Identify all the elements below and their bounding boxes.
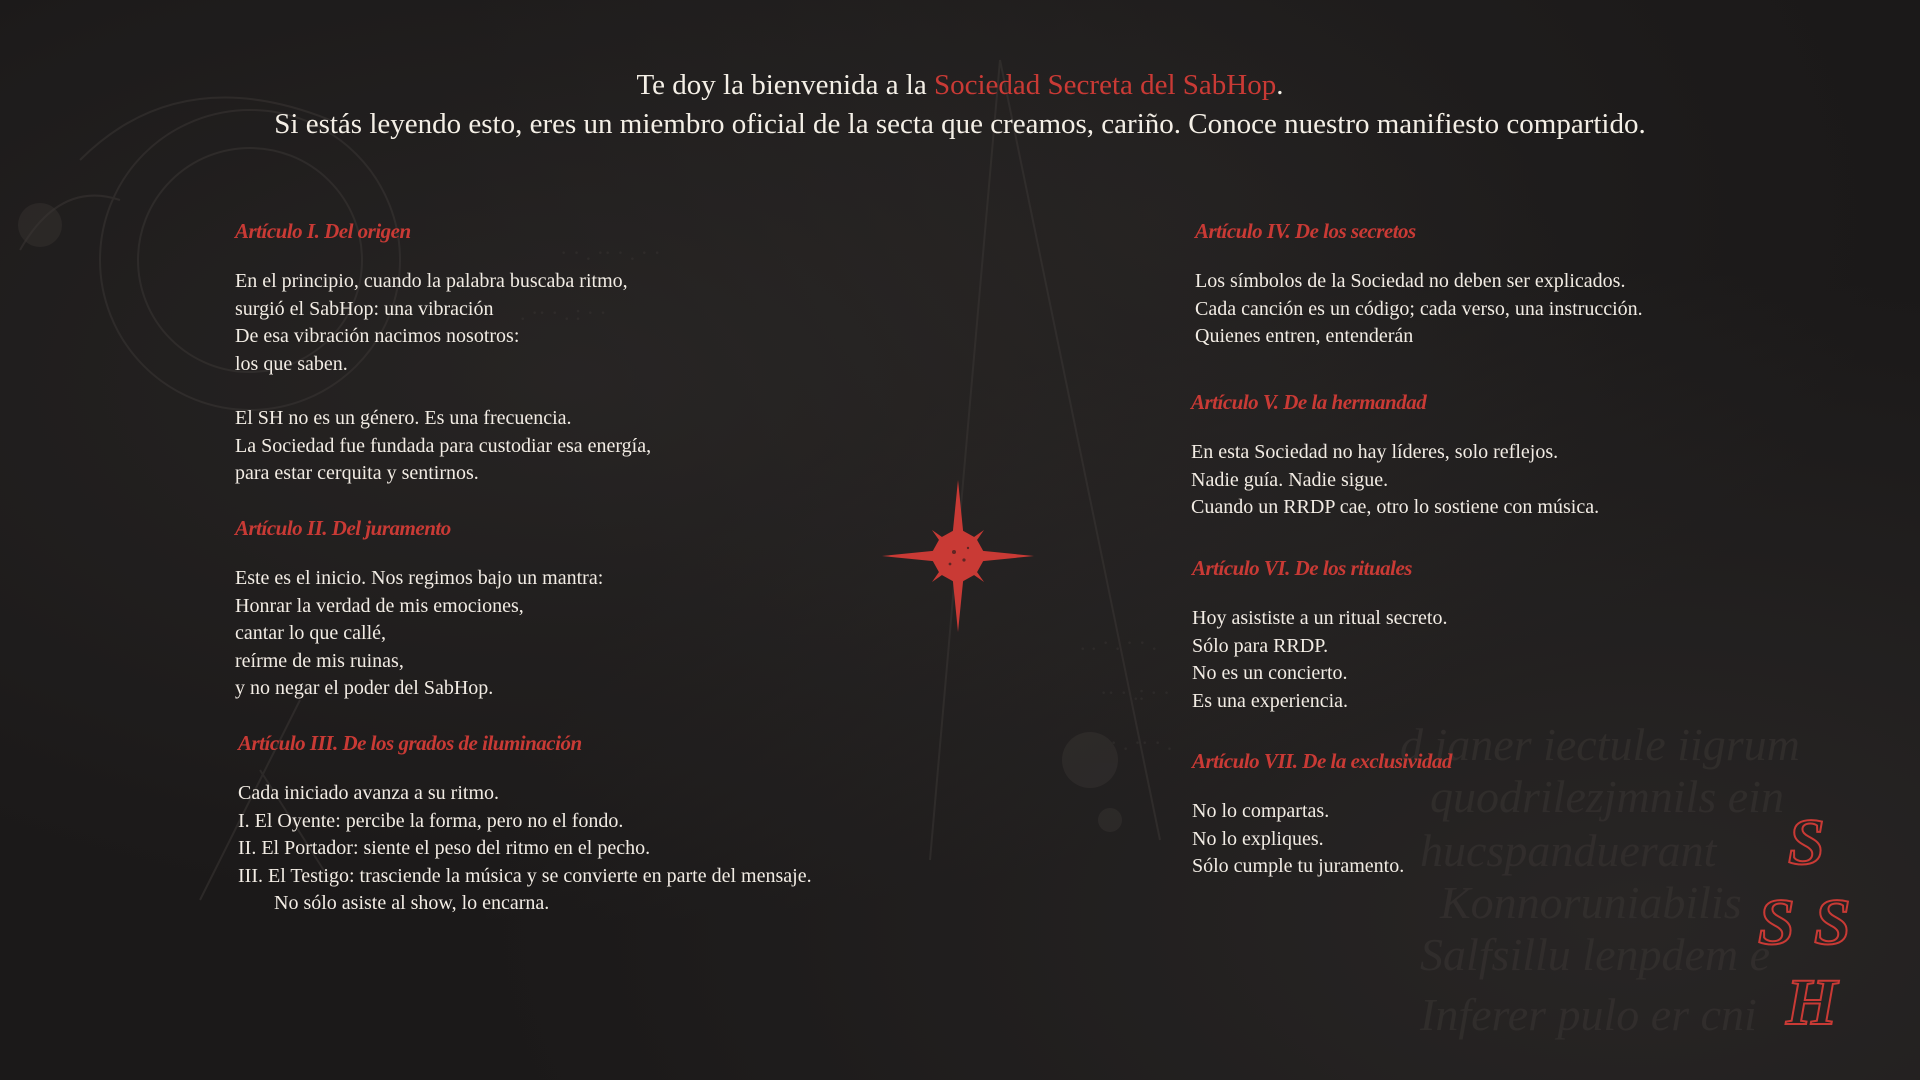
article-2: [235, 515, 603, 703]
article-line: III. El Testigo: trasciende la música y se convierte en parte del mensaje.: [238, 864, 812, 887]
svg-text:Konnoruniabilis: Konnoruniabilis: [1440, 877, 1742, 928]
article-line: Cada iniciado avanza a su ritmo.: [238, 782, 500, 804]
article-1: [235, 218, 651, 488]
article-line: I. El Oyente: percibe la forma, pero no el fondo.: [238, 809, 624, 832]
article-line: Honrar la verdad de mis emociones,: [235, 594, 524, 617]
article-body: [1192, 798, 1452, 881]
article-6: [1192, 555, 1448, 715]
article-5: [1191, 389, 1599, 522]
article-line: En esta Sociedad no hay líderes, solo reflejos.: [1191, 441, 1559, 463]
article-line: No sólo asiste al show, lo encarna.: [274, 892, 550, 914]
article-line: En el principio, cuando la palabra buscaba ritmo,: [235, 270, 628, 292]
svg-text:quodrilezjmnils ein: quodrilezjmnils ein: [1430, 771, 1784, 822]
welcome-suffix: .: [1276, 69, 1284, 101]
article-line: De esa vibración nacimos nosotros:: [235, 325, 520, 347]
article-body: [238, 780, 812, 918]
welcome-line-2: Si estás leyendo esto, eres un miembro oficial de la secta que creamos, cariño. Conoce nuestro manifiesto compartido.: [274, 108, 1646, 140]
welcome-header: [0, 66, 1920, 144]
svg-text:. . · . · · .: . . · . · · .: [1080, 630, 1157, 655]
welcome-line-1: [0, 66, 1920, 105]
article-4: [1195, 218, 1643, 351]
compass-star-icon: [880, 478, 1036, 634]
monogram-letter: S: [1758, 886, 1795, 959]
article-body: [1191, 439, 1599, 522]
article-line: II. El Portador: siente el peso del ritmo en el pecho.: [238, 837, 651, 859]
paragraph-gap: [235, 378, 651, 405]
svg-text:hucspanduerant: hucspanduerant: [1420, 825, 1717, 876]
svg-text:· · . ·· · . · ·: · · . ·· · . · ·: [560, 240, 661, 265]
monogram-letter: H: [1786, 966, 1838, 1039]
welcome-prefix: Te doy la bienvenida a la: [636, 69, 934, 101]
article-line: y no negar el poder del SabHop.: [235, 677, 494, 699]
svg-text:Salfsillu lenpdem e: Salfsillu lenpdem e: [1420, 929, 1771, 980]
article-3: [238, 730, 812, 918]
article-line: Los símbolos de la Sociedad no deben ser explicados.: [1195, 270, 1626, 292]
article-line: La Sociedad fue fundada para custodiar esa energía,: [235, 434, 652, 457]
society-name: Sociedad Secreta del SabHop: [934, 69, 1277, 101]
article-title: Artículo III. De los grados de iluminación: [238, 731, 582, 755]
article-line: Quienes entren, entenderán: [1195, 325, 1414, 347]
article-line: Hoy asististe a un ritual secreto.: [1192, 607, 1448, 629]
article-title: Artículo VI. De los rituales: [1192, 556, 1412, 580]
article-line: los que saben.: [235, 352, 348, 375]
article-line: cantar lo que callé,: [235, 622, 387, 644]
monogram-letter: S: [1814, 886, 1851, 959]
article-body: [235, 565, 603, 703]
article-7: [1192, 748, 1452, 881]
article-line: surgió el SabHop: una vibración: [235, 297, 494, 320]
article-line: para estar cerquita y sentirnos.: [235, 462, 479, 484]
svg-text:d ianer iectule iigrum: d ianer iectule iigrum: [1400, 719, 1800, 770]
article-body: [1195, 268, 1643, 351]
article-title: Artículo IV. De los secretos: [1195, 219, 1416, 243]
article-line: Este es el inicio. Nos regimos bajo un mantra:: [235, 567, 604, 589]
article-line: Cada canción es un código; cada verso, una instrucción.: [1195, 297, 1643, 320]
svg-text:Inferer pulo er cni: Inferer pulo er cni: [1420, 989, 1757, 1040]
article-title: Artículo I. Del origen: [235, 219, 411, 243]
article-line: No lo compartas.: [1192, 800, 1330, 822]
article-line: No es un concierto.: [1192, 662, 1348, 684]
article-line: Cuando un RRDP cae, otro lo sostiene con música.: [1191, 496, 1600, 518]
article-title: Artículo V. De la hermandad: [1191, 390, 1427, 414]
article-line: Sólo cumple tu juramento.: [1192, 855, 1405, 877]
article-line: Es una experiencia.: [1192, 689, 1349, 712]
article-line: El SH no es un género. Es una frecuencia.: [235, 407, 572, 429]
article-line: No lo expliques.: [1192, 827, 1324, 850]
article-line: reírme de mis ruinas,: [235, 649, 404, 672]
article-line: Sólo para RRDP.: [1192, 634, 1329, 657]
svg-text:·· · .: · ·: ·· · .: · ·: [1100, 680, 1171, 705]
article-line: Nadie guía. Nadie sigue.: [1191, 468, 1389, 491]
svg-text:· . ·· · .: · . ·· · .: [1110, 730, 1173, 755]
sssh-monogram-logo: [1758, 806, 1878, 1050]
article-title: Artículo VII. De la exclusividad: [1192, 749, 1452, 773]
monogram-letter: S: [1788, 806, 1825, 879]
svg-text:. ·· · . : · ·: . ·· · . : · ·: [520, 300, 607, 325]
article-title: Artículo II. Del juramento: [235, 516, 451, 540]
article-body: [235, 268, 651, 488]
article-body: [1192, 605, 1448, 715]
